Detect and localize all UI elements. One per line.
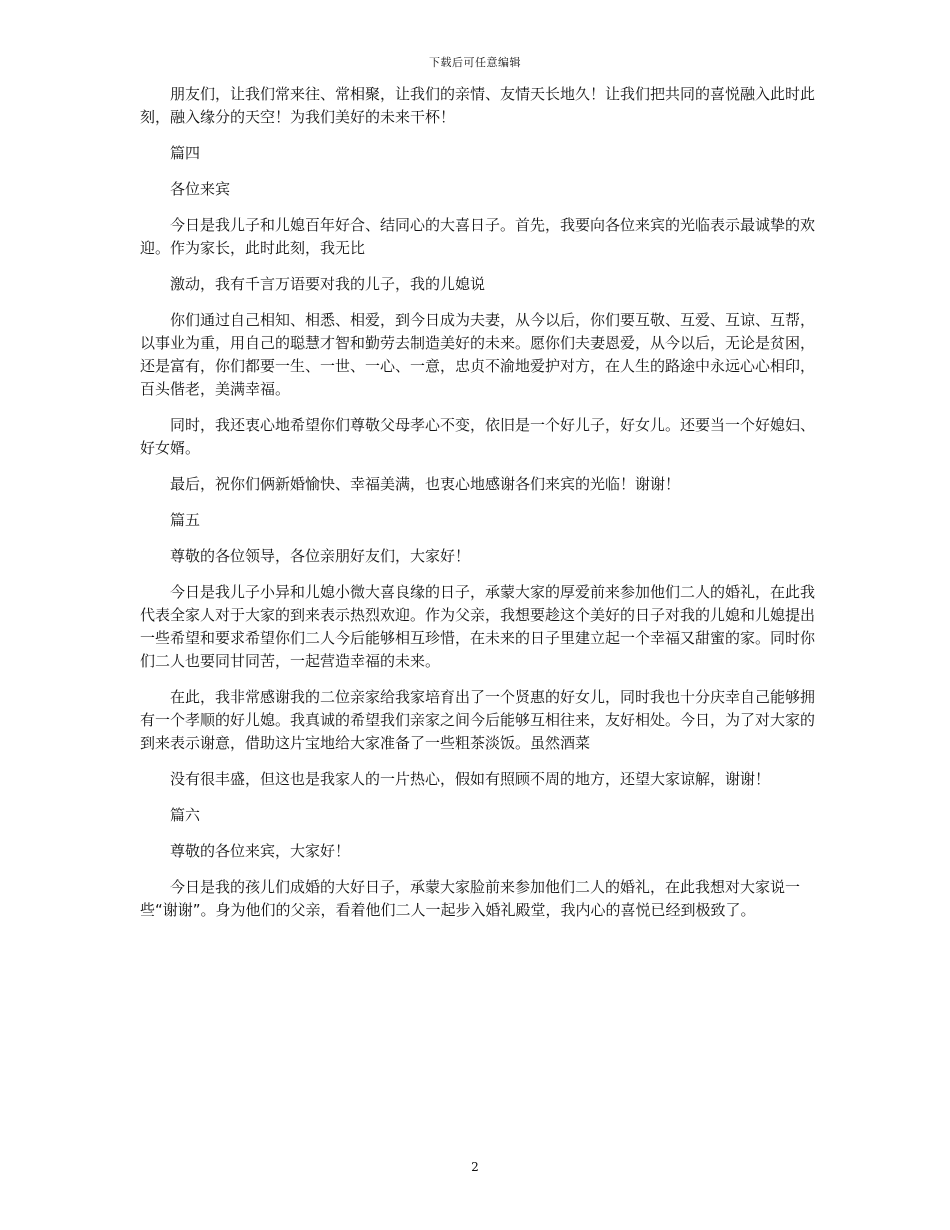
section-heading: 篇五: [170, 511, 201, 529]
document-body: [140, 83, 820, 935]
paragraph: 最后，祝你们俩新婚愉快、幸福美满，也衷心地感谢各们来宾的光临！谢谢！: [170, 475, 681, 493]
salutation: 各位来宾: [170, 180, 231, 198]
section-heading: 篇四: [170, 144, 201, 162]
paragraph: 今日是我儿子小异和儿媳小微大喜良缘的日子，承蒙大家的厚爱前来参加他们二人的婚礼，在此我代表全家人对于大家的到来表示热烈欢迎。作为父亲，我想要趁这个美好的日子对我的儿媳和儿媳提出一些希望和要求希望你们二人今后能够相互珍惜，在未来的日子里建立起一个幸福又甜蜜的家。同时你们二人也要同甘同苦，一起营造幸福的未来。: [140, 583, 816, 670]
paragraph: 同时，我还衷心地希望你们尊敬父母孝心不变，依旧是一个好儿子，好女儿。还要当一个好媳妇、好女婿。: [140, 416, 816, 457]
paragraph: 激动，我有千言万语要对我的儿子，我的儿媳说: [170, 275, 486, 293]
page-header: 下载后可任意编辑: [429, 56, 521, 69]
paragraph: 朋友们，让我们常来往、常相聚，让我们的亲情、友情天长地久！让我们把共同的喜悦融入此时此刻，融入缘分的天空！为我们美好的未来干杯！: [140, 85, 816, 126]
paragraph: 在此，我非常感谢我的二位亲家给我家培育出了一个贤惠的好女儿，同时我也十分庆幸自己能够拥有一个孝顺的好儿媳。我真诚的希望我们亲家之间今后能够互相往来，友好相处。今日，为了对大家的到来表示谢意，借助这片宝地给大家准备了一些粗茶淡饭。虽然酒菜: [140, 688, 816, 752]
paragraph: 今日是我的孩儿们成婚的大好日子，承蒙大家脸前来参加他们二人的婚礼，在此我想对大家说一些“谢谢”。身为他们的父亲，看着他们二人一起步入婚礼殿堂，我内心的喜悦已经到极致了。: [140, 878, 801, 919]
salutation: 尊敬的各位来宾，大家好！: [170, 842, 351, 860]
paragraph: 你们通过自己相知、相悉、相爱，到今日成为夫妻，从今以后，你们要互敬、互爱、互谅、互帮，以事业为重，用自己的聪慧才智和勤劳去制造美好的未来。愿你们夫妻恩爱，从今以后，无论是贫困，还是富有，你们都要一生、一世、一心、一意，忠贞不渝地爱护对方，在人生的路途中永远心心相印，百头偕老，美满幸福。: [140, 311, 816, 398]
paragraph: 今日是我儿子和儿媳百年好合、结同心的大喜日子。首先，我要向各位来宾的光临表示最诚挚的欢迎。作为家长，此时此刻，我无比: [140, 216, 816, 257]
salutation: 尊敬的各位领导，各位亲朋好友们，大家好！: [170, 547, 471, 565]
section-heading: 篇六: [170, 806, 201, 824]
paragraph: 没有很丰盛，但这也是我家人的一片热心，假如有照顾不周的地方，还望大家谅解，谢谢！: [170, 770, 771, 788]
page-number: 2: [471, 1160, 479, 1174]
